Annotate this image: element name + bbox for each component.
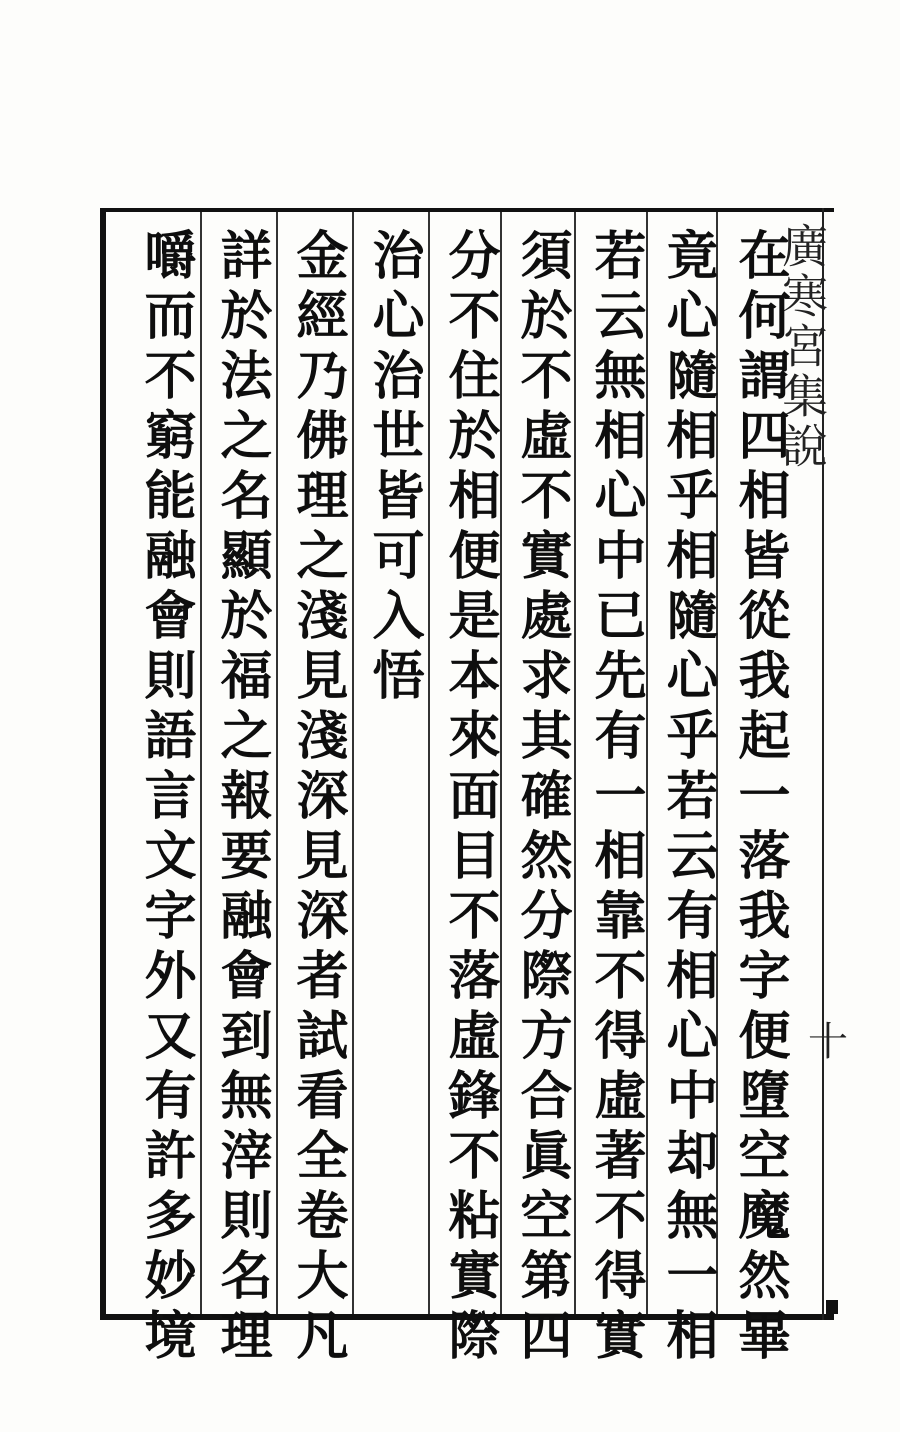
column-rule [200, 212, 202, 1314]
page-number: 十 [808, 1019, 848, 1065]
column-rule [646, 212, 648, 1314]
frame-top-border [100, 208, 834, 212]
text-column-5: 分不住於相便是本來面目不落虛鋒不粘實際 [439, 228, 500, 1368]
text-column-4: 須於不虛不實處求其確然分際方合眞空第四 [511, 228, 572, 1368]
text-column-8: 詳於法之名顯於福之報要融會到無滓則名理 [211, 228, 272, 1368]
text-column-2: 竟心隨相乎相隨心乎若云有相心中却無一相 [657, 228, 718, 1368]
text-column-6: 治心治世皆可入悟 [363, 228, 424, 708]
text-column-7: 金經乃佛理之淺見淺深見深者試看全卷大凡 [287, 228, 348, 1368]
text-column-3: 若云無相心中已先有一相靠不得虛著不得實 [585, 228, 646, 1368]
text-column-1: 在何謂四相皆從我起一落我字便墮空魔然畢 [729, 228, 790, 1368]
frame-corner-mark [826, 1300, 838, 1314]
column-rule [500, 212, 502, 1314]
column-rule [574, 212, 576, 1314]
column-rule [428, 212, 430, 1314]
header-title: 廣寒宮集說 [775, 222, 829, 472]
text-column-9: 嚼而不窮能融會則語言文字外又有許多妙境 [135, 228, 196, 1368]
column-rule [352, 212, 354, 1314]
column-rule [276, 212, 278, 1314]
